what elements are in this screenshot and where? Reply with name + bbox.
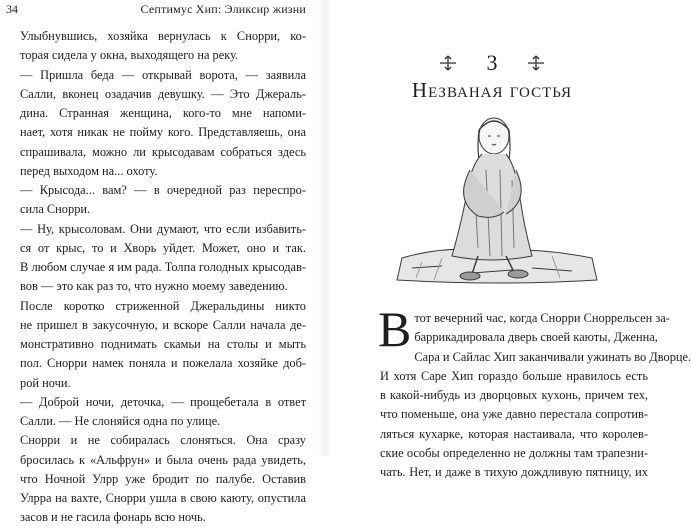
paragraph: [6, 27, 306, 66]
text-line: чать. Нет, и даже в тихую дождливую пятницу, их: [380, 465, 648, 479]
paragraph: [6, 181, 306, 220]
text-line: — Доброй ночи, деточка, — прощебетала в ответ: [20, 394, 306, 409]
text-line: спрашивала, можно ли крысодавам собраться здесь: [20, 144, 306, 159]
text-line: И хотя Саре Хип гораздо больше нравилось есть: [380, 368, 648, 383]
paragraph: [6, 297, 306, 393]
text-line: баррикадировала дверь своей каюты, Дженна,: [414, 330, 658, 345]
text-line: что поменьше, она уже давно перестала сопротив-: [380, 407, 648, 422]
text-line: Снорри и не собиралась слоняться. Она сразу: [20, 433, 306, 448]
text-line: торая сидела у окна, выходящего на реку.: [20, 48, 239, 63]
text-line: что Ночной Улрр уже бродит по палубе. Оставив: [20, 471, 306, 486]
ornament-right-icon: [524, 54, 548, 72]
chapter-title: Незваная гостья: [411, 78, 573, 102]
chapter-number: 3: [486, 50, 498, 75]
chapter-heading: [380, 50, 604, 80]
text-line: — Ну, крысоловам. Они думают, что если избавить-: [20, 221, 306, 236]
text-line: пол. Снорри намек поняла и пожелала хозяйке доб-: [20, 356, 306, 371]
text-line: ские особы определенно не должны там трапезни-: [380, 445, 648, 460]
text-line: вов — это как раз то, что нужно моему заведению.: [20, 279, 288, 294]
text-line: ляться кухарке, которая настаивала, что королев-: [380, 426, 648, 441]
text-line: В любом случае я им рада. Толпа голодных крысодав-: [20, 260, 306, 274]
text-line: бросилась к «Альфрун» и была очень рада увидеть,: [20, 452, 306, 467]
right-body-text: [378, 301, 691, 482]
text-line: сила Снорри.: [20, 202, 91, 217]
text-line: Салли, вконец озадачив девушку. — Это Джераль-: [20, 86, 306, 101]
text-line: — Крысода... вам? — в очередной раз переспро-: [20, 183, 306, 197]
book-gutter: [318, 0, 332, 456]
left-page: [0, 0, 318, 525]
left-body-text: [6, 27, 306, 528]
paragraph: [6, 393, 306, 432]
text-line: в какой-нибудь из дворцовых кухонь, причем тех,: [380, 388, 648, 402]
text-line: ся от крыс, то и Хворь уйдет. Может, оно и так.: [20, 240, 306, 255]
girl-sitting-illustration-icon: [382, 108, 604, 286]
running-head: [6, 2, 306, 18]
text-line: не пришел в закусочную, и вскоре Салли начала де-: [20, 317, 306, 332]
right-text-lines: [380, 348, 691, 483]
text-line: — Пришла беда — открывай ворота, — заявила: [20, 67, 306, 82]
text-line: рой ночи.: [20, 375, 71, 390]
right-page: [332, 0, 691, 479]
text-line: перед выходом на... охоту.: [20, 163, 158, 178]
paragraph: [6, 220, 306, 297]
text-line: монстративно поднимать скамьи на столы и мыть: [20, 337, 306, 351]
text-line: нает, хотя никак не пойму кого. Представляешь, она: [20, 125, 306, 140]
text-line: После коротко стриженной Джеральдины никто: [20, 298, 306, 313]
paragraph: [6, 66, 306, 182]
text-line: Сара и Сайлас Хип заканчивали ужинать во Дворце.: [414, 349, 691, 364]
paragraph: [6, 431, 306, 527]
text-line: Улрра на вахте, Снорри ушла в свою каюту, опустила: [20, 491, 306, 505]
page-number: 34: [6, 2, 18, 16]
text-line: Улыбнувшись, хозяйка вернулась к Снорри, ко-: [20, 29, 306, 43]
text-line: засов и не гасила фонарь всю ночь.: [20, 510, 206, 525]
text-line: дина. Странная женщина, кого-то мне напоми-: [20, 106, 306, 120]
book-title-header: Септимус Хип: Эликсир жизни: [140, 2, 306, 16]
drop-cap: В: [378, 301, 412, 357]
text-line: Салли. — Не слоняйся одна по улице.: [20, 414, 221, 428]
text-line: тот вечерний час, когда Снорри Сноррельсен за-: [414, 311, 670, 325]
